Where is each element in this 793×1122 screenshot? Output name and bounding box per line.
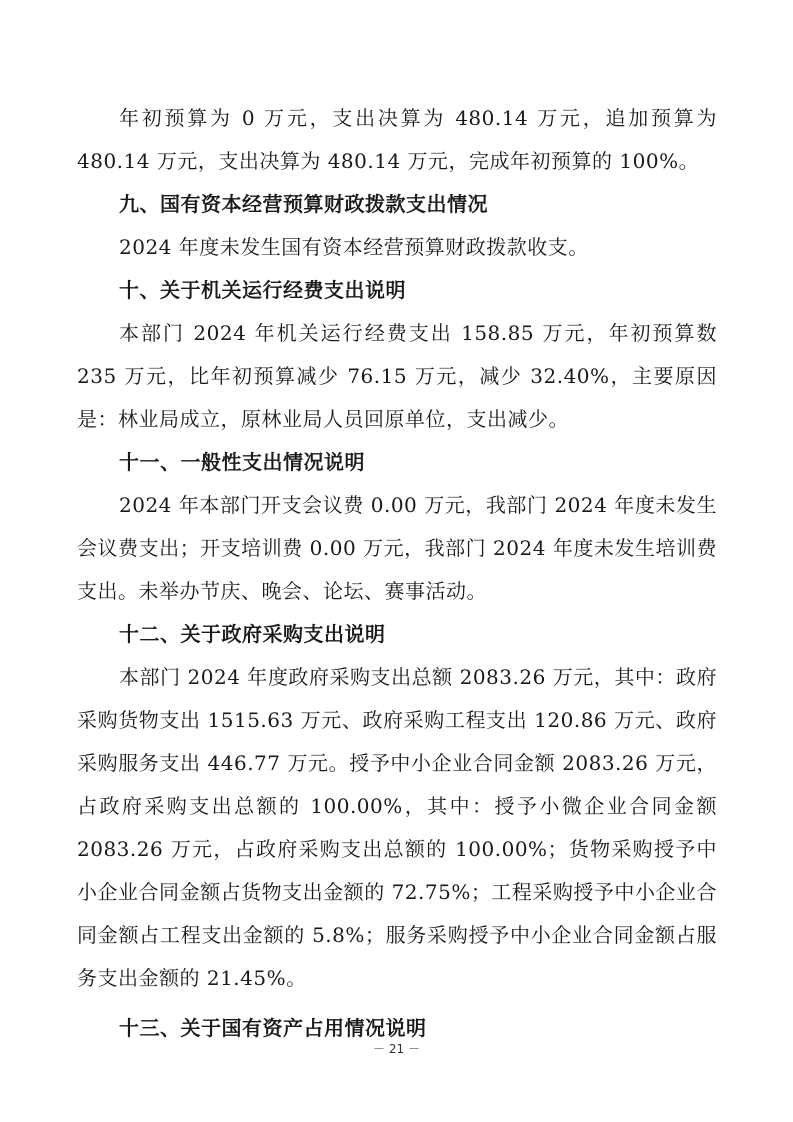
section-heading-9: 九、国有资本经营预算财政拨款支出情况 xyxy=(119,192,488,216)
section-heading-11: 十一、一般性支出情况说明 xyxy=(119,450,365,474)
document-body xyxy=(77,97,717,1050)
section-heading-10: 十、关于机关运行经费支出说明 xyxy=(119,278,406,302)
page-number: － 21 － xyxy=(373,1042,420,1056)
paragraph-section-9: 2024 年度未发生国有资本经营预算财政拨款收支。 xyxy=(119,235,589,259)
paragraph-section-11: 2024 年本部门开支会议费 0.00 万元，我部门 2024 年度未发生会议费支出；开支培训费 0.00 万元，我部门 2024 年度未发生培训费支出。未举办节庆、晚会、论坛、赛事活动。 xyxy=(77,493,717,603)
paragraph-budget-continued: 年初预算为 0 万元，支出决算为 480.14 万元，追加预算为 480.14 万元，支出决算为 480.14 万元，完成年初预算的 100%。 xyxy=(77,106,717,173)
paragraph-section-12: 本部门 2024 年度政府采购支出总额 2083.26 万元，其中：政府采购货物支出 1515.63 万元、政府采购工程支出 120.86 万元、政府采购服务支出 446.77 万元。授予中小企业合同金额 2083.26 万元，占政府采购支出总额的 100.00%，其中：授予小微企业合同金额 2083.26 万元，占政府采购支出总额的 100.00%；货物采购授予中小企业合同金额占货物支出金额的 72.75%；工程采购授予中小企业合同金额占工程支出金额的 5.8%；服务采购授予中小企业合同金额占服务支出金额的 21.45%。 xyxy=(77,665,717,990)
section-heading-13: 十三、关于国有资产占用情况说明 xyxy=(119,1016,427,1040)
paragraph-section-10: 本部门 2024 年机关运行经费支出 158.85 万元，年初预算数 235 万元，比年初预算减少 76.15 万元，减少 32.40%，主要原因是：林业局成立，原林业局人员回原单位，支出减少。 xyxy=(77,321,717,431)
section-heading-12: 十二、关于政府采购支出说明 xyxy=(119,622,386,646)
